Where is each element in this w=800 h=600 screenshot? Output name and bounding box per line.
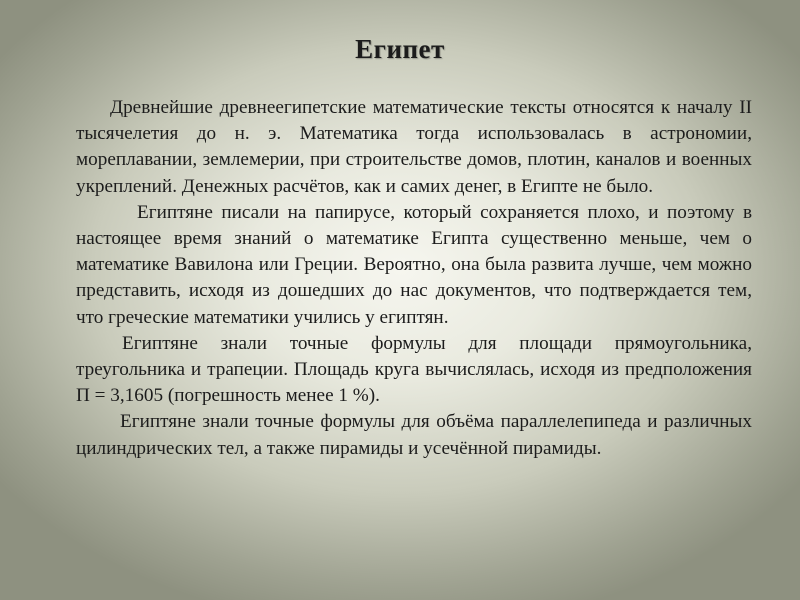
- slide-body: [76, 95, 752, 462]
- slide-title: Египет: [355, 34, 445, 64]
- paragraph-volume-formulas: Египтяне знали точные формулы для объёма параллелепипеда и различных цилиндрических тел, а также пирамиды и усечённой пирамиды.: [76, 411, 752, 459]
- paragraph-papyrus: Египтяне писали на папирусе, который сохраняется плохо, и поэтому в настоящее время знаний о математике Египта существенно меньше, чем о математике Вавилона или Греции. Вероятно, она была развита лучше, чем можно представить, исходя из дошедших до нас документов, что подтверждается тем, что греческие математики учились у египтян.: [76, 201, 752, 328]
- paragraph-origins: Древнейшие древнеегипетские математические тексты относятся к началу II тысячелетия до н. э. Математика тогда использовалась в астрономии, мореплавании, землемерии, при строительстве домов, плотин, каналов и военных укреплений. Денежных расчётов, как и самих денег, в Египте не было.: [76, 97, 752, 197]
- paragraph-area-formulas: Египтяне знали точные формулы для площади прямоугольника, треугольника и трапеции. Площадь круга вычислялась, исходя из предположения П = 3,1605 (погрешность менее 1 %).: [76, 332, 752, 407]
